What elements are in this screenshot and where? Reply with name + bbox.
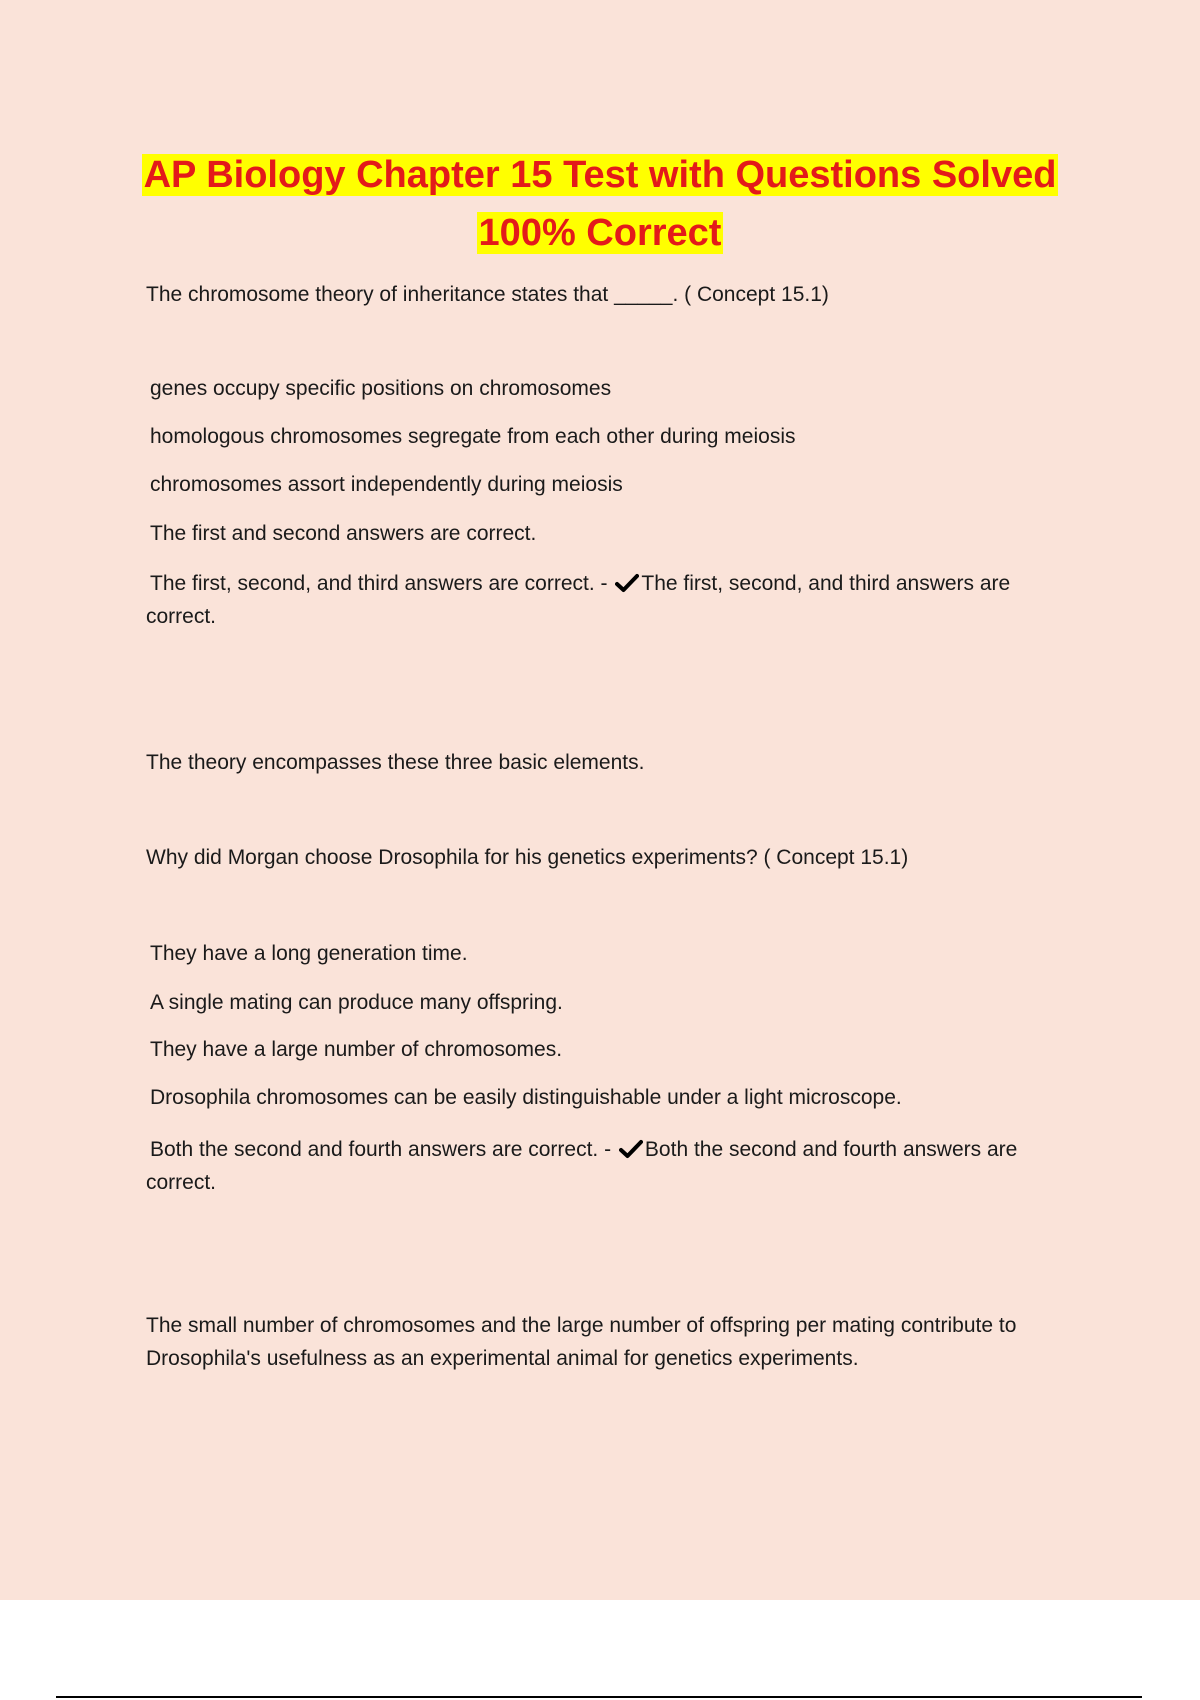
- question-1-option-2: homologous chromosomes segregate from each other during meiosis: [150, 425, 796, 448]
- question-1-answer: The first, second, and third answers are correct.: [146, 572, 1011, 628]
- title-line-2: 100% Correct: [478, 212, 722, 254]
- question-2-answer: Both the second and fourth answers are correct.: [146, 1138, 1018, 1194]
- question-2-option-2: A single mating can produce many offspring.: [150, 991, 563, 1014]
- question-2-text: Why did Morgan choose Drosophila for his genetics experiments? ( Concept 15.1): [146, 846, 909, 869]
- question-2-option-4: Drosophila chromosomes can be easily distinguishable under a light microscope.: [150, 1086, 902, 1109]
- question-1-option-5-text: The first, second, and third answers are correct. -: [150, 572, 608, 595]
- question-1-option-1: genes occupy specific positions on chromosomes: [150, 377, 612, 400]
- question-2-option-3: They have a large number of chromosomes.: [150, 1038, 563, 1061]
- footer-divider: [56, 1696, 1142, 1698]
- question-1-option-3: chromosomes assort independently during meiosis: [150, 473, 623, 496]
- question-2-option-5-text: Both the second and fourth answers are correct. -: [150, 1138, 612, 1161]
- question-1-explanation: The theory encompasses these three basic elements.: [146, 751, 645, 774]
- title-line-1: AP Biology Chapter 15 Test with Questions Solved: [143, 154, 1057, 196]
- checkmark-icon: [619, 1139, 643, 1159]
- checkmark-icon: [615, 573, 639, 593]
- question-2-explanation: The small number of chromosomes and the large number of offspring per mating contribute to Drosophila's usefulness as an experimental animal for genetics experiments.: [146, 1314, 1017, 1370]
- question-1-option-4: The first and second answers are correct.: [150, 522, 537, 545]
- question-2-option-5: [146, 1133, 1086, 1199]
- question-2-option-1: They have a long generation time.: [150, 942, 468, 965]
- question-1-option-5: [146, 567, 1086, 633]
- document-title: [100, 146, 1100, 262]
- question-1-text: The chromosome theory of inheritance states that _____. ( Concept 15.1): [146, 283, 829, 306]
